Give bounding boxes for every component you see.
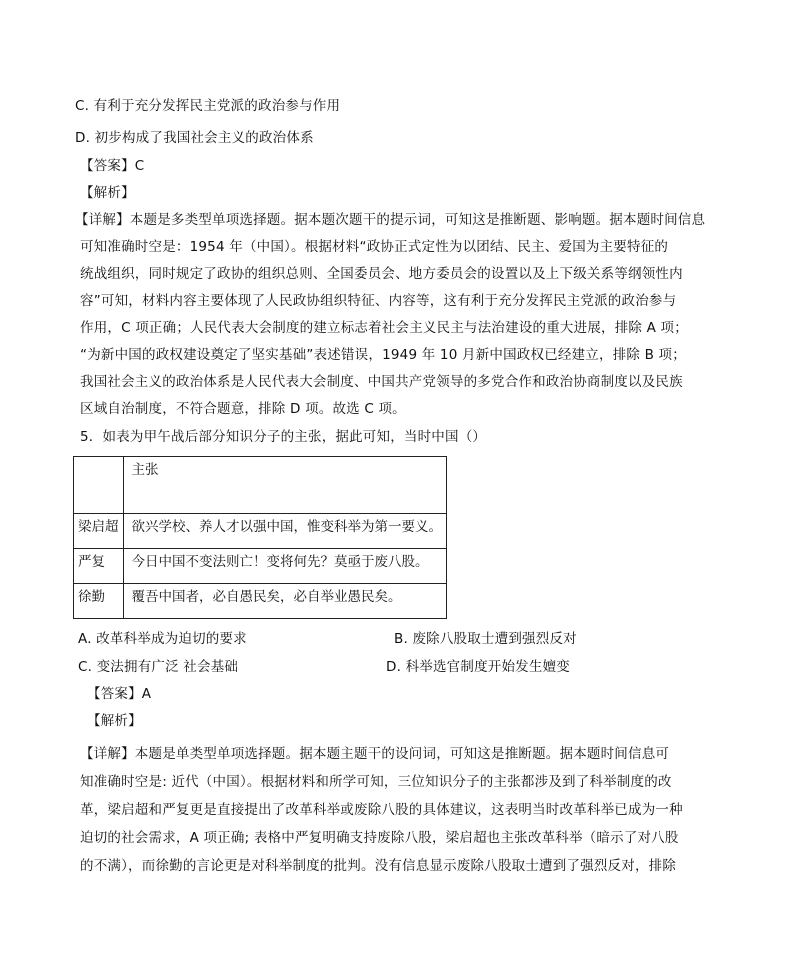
table-row: [74, 549, 447, 584]
detail-line-prev-5: 作用，C 项正确；人民代表大会制度的建立标志着社会主义民主与法治建设的重大进展，排除 A 项；: [80, 320, 688, 336]
question-5-stem: 5．如表为甲午战后部分知识分子的主张，据此可知，当时中国（）: [80, 429, 487, 445]
detail-line-prev-4: 容”可知，材料内容主要体现了人民政协组织特征、内容等，这有利于充分发挥民主党派的政治参与: [80, 293, 677, 309]
table-cell-claim: 今日中国不变法则亡！变将何先？莫亟于废八股。: [123, 549, 447, 584]
option-c-prev: C. 有利于充分发挥民主党派的政治参与作用: [75, 98, 341, 114]
detail-line-prev-6: “为新中国的政权建设奠定了坚实基础”表述错误，1949 年 10 月新中国政权已经建立，排除 B 项；: [80, 347, 686, 363]
detail-line-prev-8: 区域自治制度，不符合题意，排除 D 项。故选 C 项。: [80, 401, 406, 417]
detail-line-q5-2: 知准确时空是: 近代（中国）。根据材料和所学可知，三位知识分子的主张都涉及到了科举制度的改: [80, 774, 672, 790]
option-b-q5: B. 废除八股取士遭到强烈反对: [394, 631, 577, 647]
analysis-label-prev: 【解析】: [80, 185, 135, 201]
detail-line-prev-7: 我国社会主义的政治体系是人民代表大会制度、中国共产党领导的多党合作和政治协商制度以及民族: [80, 374, 683, 390]
intellectuals-claims-table: [73, 456, 447, 619]
analysis-label-q5: 【解析】: [87, 713, 142, 729]
table-header-claim: 主张: [123, 457, 447, 514]
option-c-q5: C. 变法拥有广泛 社会基础: [78, 659, 239, 675]
detail-line-q5-4: 迫切的社会需求，A 项正确; 表格中严复明确支持废除八股，梁启超也主张改革科举（暗示了对八股: [80, 830, 679, 846]
detail-line-q5-5: 的不满），而徐勤的言论更是对科举制度的批判。没有信息显示废除八股取士遭到了强烈反对，排除: [80, 858, 677, 874]
detail-line-q5-3: 革，梁启超和严复更是直接提出了改革科举或废除八股的具体建议，这表明当时改革科举已成为一种: [80, 802, 683, 818]
table-header-empty: [74, 457, 124, 514]
answer-label-q5: 【答案】A: [87, 686, 152, 702]
table-cell-name: 梁启超: [74, 514, 124, 549]
table-row: [74, 584, 447, 619]
detail-line-prev-2: 可知准确时空是：1954 年（中国）。根据材料“政协正式定性为以团结、民主、爱国为主要特征的: [80, 239, 669, 255]
option-d-prev: D. 初步构成了我国社会主义的政治体系: [75, 130, 314, 146]
option-d-q5: D. 科举选官制度开始发生嬗变: [386, 659, 570, 675]
table-cell-claim: 覆吾中国者，必自愚民矣，必自举业愚民矣。: [123, 584, 447, 619]
table-row: [74, 514, 447, 549]
detail-line-q5-1: 【详解】本题是单类型单项选择题。据本题主题干的设问词，可知这是推断题。据本题时间信息可: [80, 746, 670, 762]
table-cell-name: 徐勤: [74, 584, 124, 619]
table-cell-claim: 欲兴学校、养人才以强中国，惟变科举为第一要义。: [123, 514, 447, 549]
answer-label-prev: 【答案】C: [80, 158, 145, 174]
table-cell-name: 严复: [74, 549, 124, 584]
detail-line-prev-3: 统战组织，同时规定了政协的组织总则、全国委员会、地方委员会的设置以及上下级关系等纲领性内: [80, 266, 683, 282]
detail-line-prev-1: 【详解】本题是多类型单项选择题。据本题次题干的提示词，可知这是推断题、影响题。据本题时间信息: [75, 212, 706, 228]
table-header-row: [74, 457, 447, 514]
option-a-q5: A. 改革科举成为迫切的要求: [78, 631, 247, 647]
